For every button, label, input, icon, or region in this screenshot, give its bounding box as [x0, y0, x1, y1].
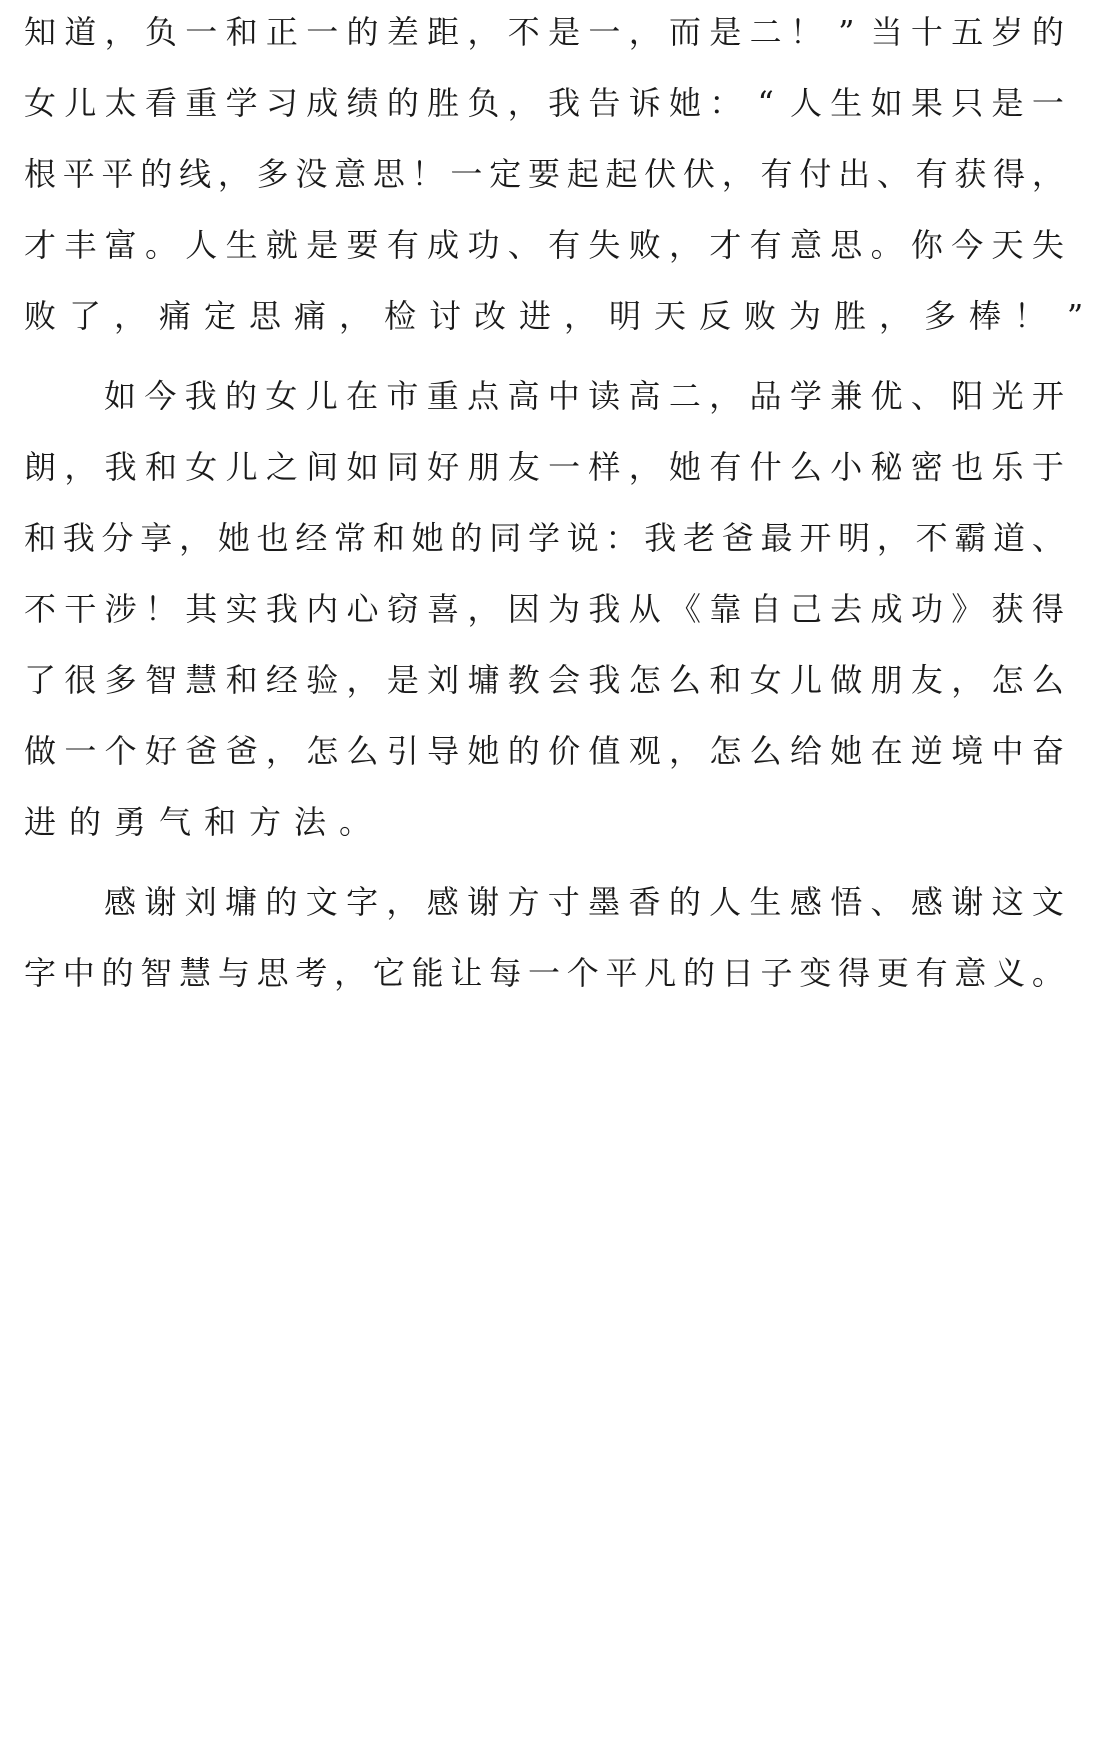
text-line: 做 一 个 好 爸 爸 ， 怎 么 引 导 她 的 价 值 观 ， 怎 么 给 她 在 逆 境 中 奋 [24, 732, 1064, 770]
text-line: 感 谢 刘 墉 的 文 字 ， 感 谢 方 寸 墨 香 的 人 生 感 悟 、 感 谢 这 文 [104, 883, 1064, 921]
text-line: 女 儿 太 看 重 学 习 成 绩 的 胜 负 ， 我 告 诉 她 ： “ 人 生 如 果 只 是 一 [24, 84, 1064, 122]
text-line: 了 很 多 智 慧 和 经 验 ， 是 刘 墉 教 会 我 怎 么 和 女 儿 做 朋 友 ， 怎 么 [24, 661, 1064, 699]
text-line: 才 丰 富 。 人 生 就 是 要 有 成 功 、 有 失 败 ， 才 有 意 思 。 你 今 天 失 [24, 226, 1064, 264]
text-line: 进 的 勇 气 和 方 法 。 [24, 803, 372, 841]
text-line: 知 道 ， 负 一 和 正 一 的 差 距 ， 不 是 一 ， 而 是 二 ！ ” 当 十 五 岁 的 [24, 13, 1064, 51]
text-line: 根 平 平 的 线 ， 多 没 意 思 ！ 一 定 要 起 起 伏 伏 ， 有 付 出 、 有 获 得 ， [24, 155, 1064, 193]
text-line: 败 了 ， 痛 定 思 痛 ， 检 讨 改 进 ， 明 天 反 败 为 胜 ， 多 棒 ！ ” [24, 297, 1084, 335]
text-line: 朗 ， 我 和 女 儿 之 间 如 同 好 朋 友 一 样 ， 她 有 什 么 小 秘 密 也 乐 于 [24, 448, 1064, 486]
text-line: 如 今 我 的 女 儿 在 市 重 点 高 中 读 高 二 ， 品 学 兼 优 、 阳 光 开 [104, 377, 1064, 415]
text-line: 不 干 涉 ！ 其 实 我 内 心 窃 喜 ， 因 为 我 从 《 靠 自 己 去 成 功 》 获 得 [24, 590, 1064, 628]
text-line: 字 中 的 智 慧 与 思 考 ， 它 能 让 每 一 个 平 凡 的 日 子 变 得 更 有 意 义 。 [24, 954, 1064, 992]
text-line: 和 我 分 享 ， 她 也 经 常 和 她 的 同 学 说 ： 我 老 爸 最 开 明 ， 不 霸 道 、 [24, 519, 1064, 557]
